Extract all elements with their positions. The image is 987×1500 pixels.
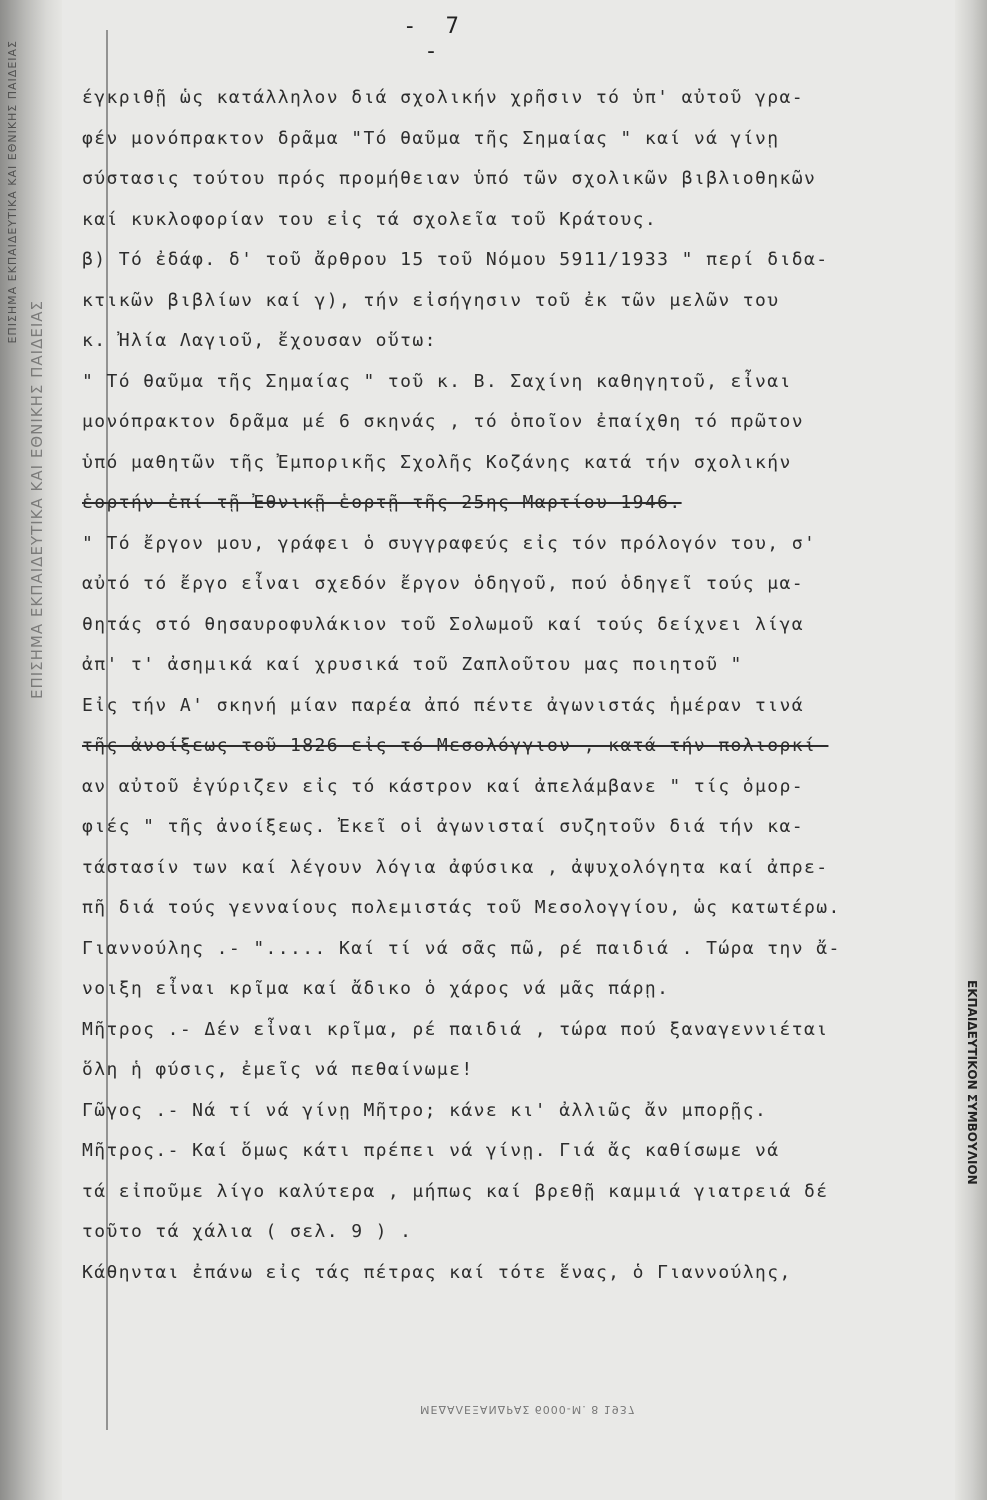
binding-margin-text-faded: ΕΠΙΣΗΜΑ ΕΚΠΑΙΔΕΥΤΙΚΑ ΚΑΙ ΕΘΝΙΚΗΣ ΠΑΙΔΕΙΑΣ [28,300,46,699]
binding-margin-text: ΕΠΙΣΗΜΑ ΕΚΠΑΙΔΕΥΤΙΚΑ ΚΑΙ ΕΘΝΙΚΗΣ ΠΑΙΔΕΙΑΣ [6,40,19,344]
right-binding-edge [955,0,987,1500]
text-line: κ. Ἠλία Λαγιοῦ, ἔχουσαν οὕτω: [82,330,437,351]
text-line: Γιαννούλης .- "..... Καί τί νά σᾶς πῶ, ρέ παιδιά . Τώρα την ἄ- [82,937,841,959]
text-line: κτικῶν βιβλίων καί γ), τήν εἰσήγησιν τοῦ ἐκ τῶν μελῶν του [82,289,780,311]
text-line: Μῆτρος .- Δέν εἶναι κρῖμα, ρέ παιδιά , τώρα πού ξαναγεννιέται [82,1018,829,1040]
text-line: ὅλη ἡ φύσις, ἐμεῖς νά πεθαίνωμε! [82,1059,474,1080]
typed-text-body [82,78,932,1293]
text-line: ἀπ' τ' ἀσημικά καί χρυσικά τοῦ Ζαπλοῦτου μας ποιητοῦ " [82,654,743,675]
text-line: καί κυκλοφορίαν του εἰς τά σχολεῖα τοῦ Κράτους. [82,208,658,230]
text-line: Μῆτρος.- Καί ὅμως κάτι πρέπει νά γίνῃ. Γιά ἄς καθίσωμε νά [82,1140,780,1161]
text-line: " Τό ἔργον μου, γράφει ὁ συγγραφεύς εἰς τόν πρόλογόν του, σ' [82,532,817,554]
text-line: μονόπρακτον δρᾶμα μέ 6 σκηνάς , τό ὁποῖον ἐπαίχθη τό πρῶτον [82,411,804,432]
text-line: θητάς στό θησαυροφυλάκιον τοῦ Σολωμοῦ καί τούς δείχνει λίγα [82,613,804,635]
text-line: Εἰς τήν Α' σκηνή μίαν παρέα ἀπό πέντε ἀγωνιστάς ἡμέραν τινά [82,694,804,716]
printer-footer-mark: ΜΕΔΑΛΕΞΑΝΔΡΑΣ 6000-Μ. 8 1937 [420,1403,636,1416]
text-line-struck: τῆς ἀνοίξεως τοῦ 1826 εἰς τό Μεσολόγγιον , κατά τήν πολιορκί- [82,735,829,756]
page-number: - 7 - [403,14,467,64]
text-line: νοιξη εἶναι κρῖμα καί ἄδικο ὁ χάρος νά μᾶς πάρῃ. [82,978,670,999]
text-line: έγκριθῇ ὡς κατάλληλον διά σχολικήν χρῆσιν τό ὑπ' αὐτοῦ γρα- [82,87,804,108]
text-line: β) Τό ἐδάφ. δ' τοῦ ἄρθρου 15 τοῦ Νόμου 5911/1933 " περί διδα- [82,249,829,270]
text-line: τοῦτο τά χάλια ( σελ. 9 ) . [82,1221,413,1242]
text-line: τάστασίν των καί λέγουν λόγια ἀφύσικα , ἀψυχολόγητα καί ἀπρε- [82,856,829,878]
text-line: φέν μονόπρακτον δρᾶμα "Τό θαῦμα τῆς Σημαίας " καί νά γίνῃ [82,127,780,149]
text-line: Κάθηνται ἐπάνω εἰς τάς πέτρας καί τότε ἕνας, ὁ Γιαννούλης, [82,1261,792,1283]
text-line: " Τό θαῦμα τῆς Σημαίας " τοῦ κ. Β. Σαχίνη καθηγητοῦ, εἶναι [82,370,792,392]
text-line: πῆ διά τούς γενναίους πολεμιστάς τοῦ Μεσολογγίου, ὡς κατωτέρω. [82,897,841,918]
text-line: τά εἰποῦμε λίγο καλύτερα , μήπως καί βρεθῇ καμμιά γιατρειά δέ [82,1180,829,1202]
text-line: ὑπό μαθητῶν τῆς Ἐμπορικῆς Σχολῆς Κοζάνης κατά τήν σχολικήν [82,451,792,473]
right-spine-text: ΕΚΠΑΙΔΕΥΤΙΚΟΝ ΣΥΜΒΟΥΛΙΟΝ [965,980,979,1185]
text-line: φιές " τῆς ἀνοίξεως. Ἐκεῖ οἱ ἀγωνισταί συζητοῦν διά τήν κα- [82,816,804,837]
text-line: σύστασις τούτου πρός προμήθειαν ὑπό τῶν σχολικῶν βιβλιοθηκῶν [82,168,817,189]
text-line: αν αὐτοῦ ἐγύριζεν εἰς τό κάστρον καί ἀπελάμβανε " τίς ὀμορ- [82,775,804,797]
text-line: αὐτό τό ἔργο εἶναι σχεδόν ἔργον ὁδηγοῦ, πού ὁδηγεῖ τούς μα- [82,573,804,594]
text-line: Γῶγος .- Νά τί νά γίνῃ Μῆτρο; κάνε κι' ἀλλιῶς ἄν μπορῇς. [82,1099,768,1121]
left-binding-edge [0,0,62,1500]
text-line-struck: ἑορτήν ἐπί τῇ Ἐθνικῇ ἑορτῇ τῆς 25ης Μαρτίου 1946. [82,492,682,513]
